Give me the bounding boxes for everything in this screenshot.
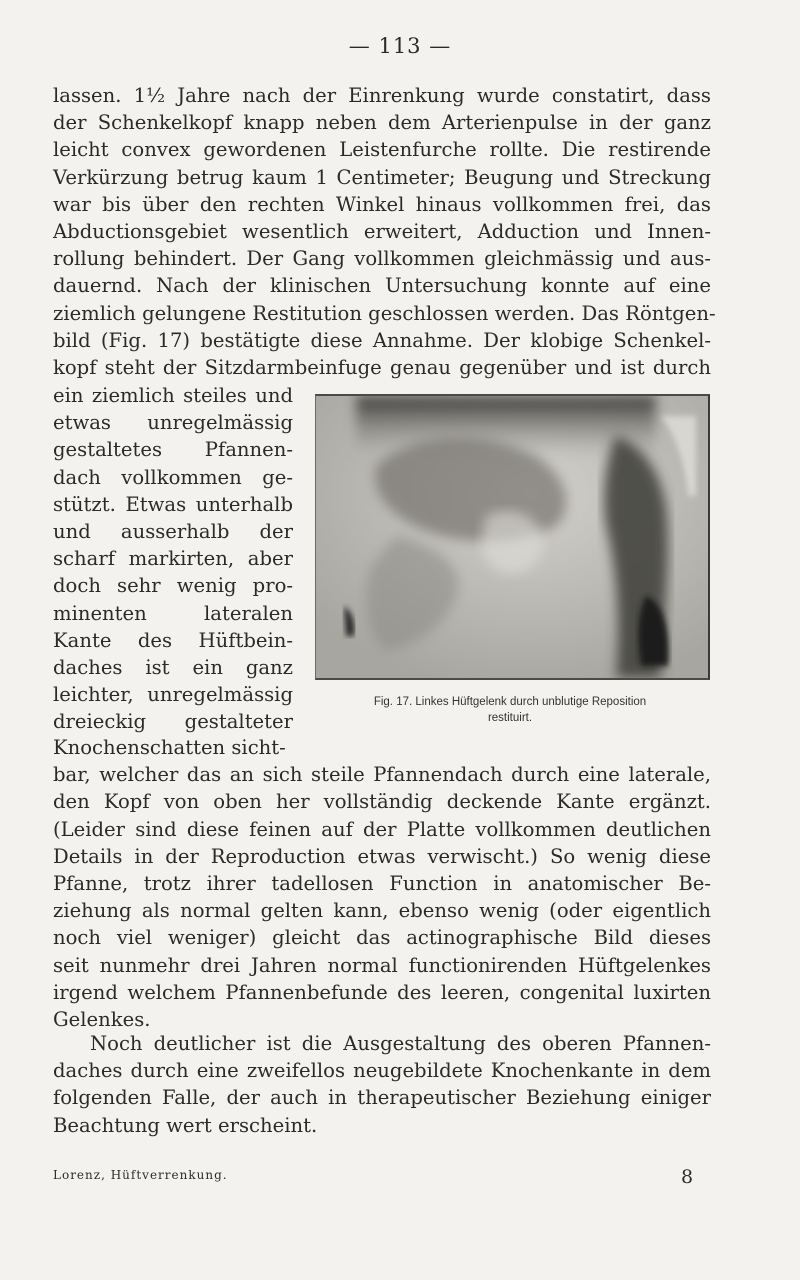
text-line: ein ziemlich steiles und bbox=[53, 384, 293, 407]
text-line: ziehung als normal gelten kann, ebenso wenig (oder eigentlich bbox=[53, 899, 711, 923]
text-line: Knochenschatten sicht- bbox=[53, 736, 286, 759]
paragraph-bottom bbox=[53, 734, 711, 1033]
caption-line: restituirt. bbox=[487, 712, 533, 724]
text-line: kopf steht der Sitzdarmbeinfuge genau gegenüber und ist durch bbox=[53, 356, 711, 380]
text-line: gestaltetes Pfannen- bbox=[53, 438, 293, 462]
text-line: (Leider sind diese feinen auf der Platte vollkommen deutlichen bbox=[53, 817, 711, 841]
text-line: Details in der Reproduction etwas verwischt.) So wenig diese bbox=[53, 844, 711, 868]
text-line: Verkürzung betrug kaum 1 Centimeter; Beugung und Streckung bbox=[53, 165, 711, 189]
paragraph-top bbox=[53, 82, 716, 381]
text-line: war bis über den rechten Winkel hinaus vollkommen frei, das bbox=[53, 192, 711, 216]
text-line: dach vollkommen ge- bbox=[53, 465, 293, 489]
paragraph-wrap bbox=[53, 382, 293, 736]
text-line: Gelenkes. bbox=[53, 1008, 151, 1032]
text-line: irgend welchem Pfannenbefunde des leeren, congenital luxirten bbox=[53, 980, 711, 1004]
sheet-signature: 8 bbox=[681, 1166, 694, 1188]
paragraph-next bbox=[53, 1030, 711, 1139]
text-line: bar, welcher das an sich steile Pfannendach durch eine laterale, bbox=[53, 763, 711, 787]
text-line: daches ist ein ganz bbox=[53, 656, 293, 680]
text-line: minenten lateralen bbox=[53, 601, 293, 625]
text-line: seit nunmehr drei Jahren normal functionirenden Hüftgelenkes bbox=[53, 953, 711, 977]
text-line: den Kopf von oben her vollständig deckende Kante ergänzt. bbox=[53, 790, 711, 814]
footer-signature: Lorenz, Hüftverrenkung. bbox=[53, 1168, 228, 1182]
text-line: scharf markirten, aber bbox=[53, 547, 293, 571]
caption-line: Fig. 17. Linkes Hüftgelenk durch unblutige Reposition bbox=[373, 696, 647, 708]
text-line: Pfanne, trotz ihrer tadellosen Function in anatomischer Be- bbox=[53, 872, 711, 896]
page-number: — 113 — bbox=[348, 34, 452, 58]
text-line: Abductionsgebiet wesentlich erweitert, Adduction und Innen- bbox=[53, 220, 711, 244]
xray-figure bbox=[315, 394, 710, 680]
text-line: folgenden Falle, der auch in therapeutischer Beziehung einiger bbox=[53, 1086, 711, 1110]
text-line: Kante des Hüftbein- bbox=[53, 628, 293, 652]
text-line: Beachtung wert erscheint. bbox=[53, 1113, 318, 1137]
text-line: Noch deutlicher ist die Ausgestaltung des oberen Pfannen- bbox=[90, 1032, 711, 1055]
text-line: lassen. 1½ Jahre nach der Einrenkung wurde constatirt, dass bbox=[53, 84, 711, 107]
text-line: dauernd. Nach der klinischen Untersuchung konnte auf eine bbox=[53, 274, 711, 298]
text-line: rollung behindert. Der Gang vollkommen gleichmässig und aus- bbox=[53, 247, 711, 271]
text-line: stützt. Etwas unterhalb bbox=[53, 492, 293, 516]
text-line: etwas unregelmässig bbox=[53, 411, 293, 435]
xray-image bbox=[316, 396, 708, 678]
text-line: dreieckig gestalteter bbox=[53, 710, 293, 734]
text-line: der Schenkelkopf knapp neben dem Arterienpulse in der ganz bbox=[53, 111, 711, 135]
text-line: leichter, unregelmässig bbox=[53, 683, 293, 707]
text-line: doch sehr wenig pro- bbox=[53, 574, 293, 598]
text-line: daches durch eine zweifellos neugebildete Knochenkante in dem bbox=[53, 1059, 711, 1083]
text-line: und ausserhalb der bbox=[53, 520, 293, 544]
text-line: bild (Fig. 17) bestätigte diese Annahme. Der klobige Schenkel- bbox=[53, 328, 711, 352]
text-line: leicht convex gewordenen Leistenfurche rollte. Die restirende bbox=[53, 138, 711, 162]
text-line: noch viel weniger) gleicht das actinographische Bild dieses bbox=[53, 926, 711, 950]
figure-caption bbox=[300, 694, 720, 726]
text-line: ziemlich gelungene Restitution geschlossen werden. Das Röntgen- bbox=[53, 301, 716, 325]
